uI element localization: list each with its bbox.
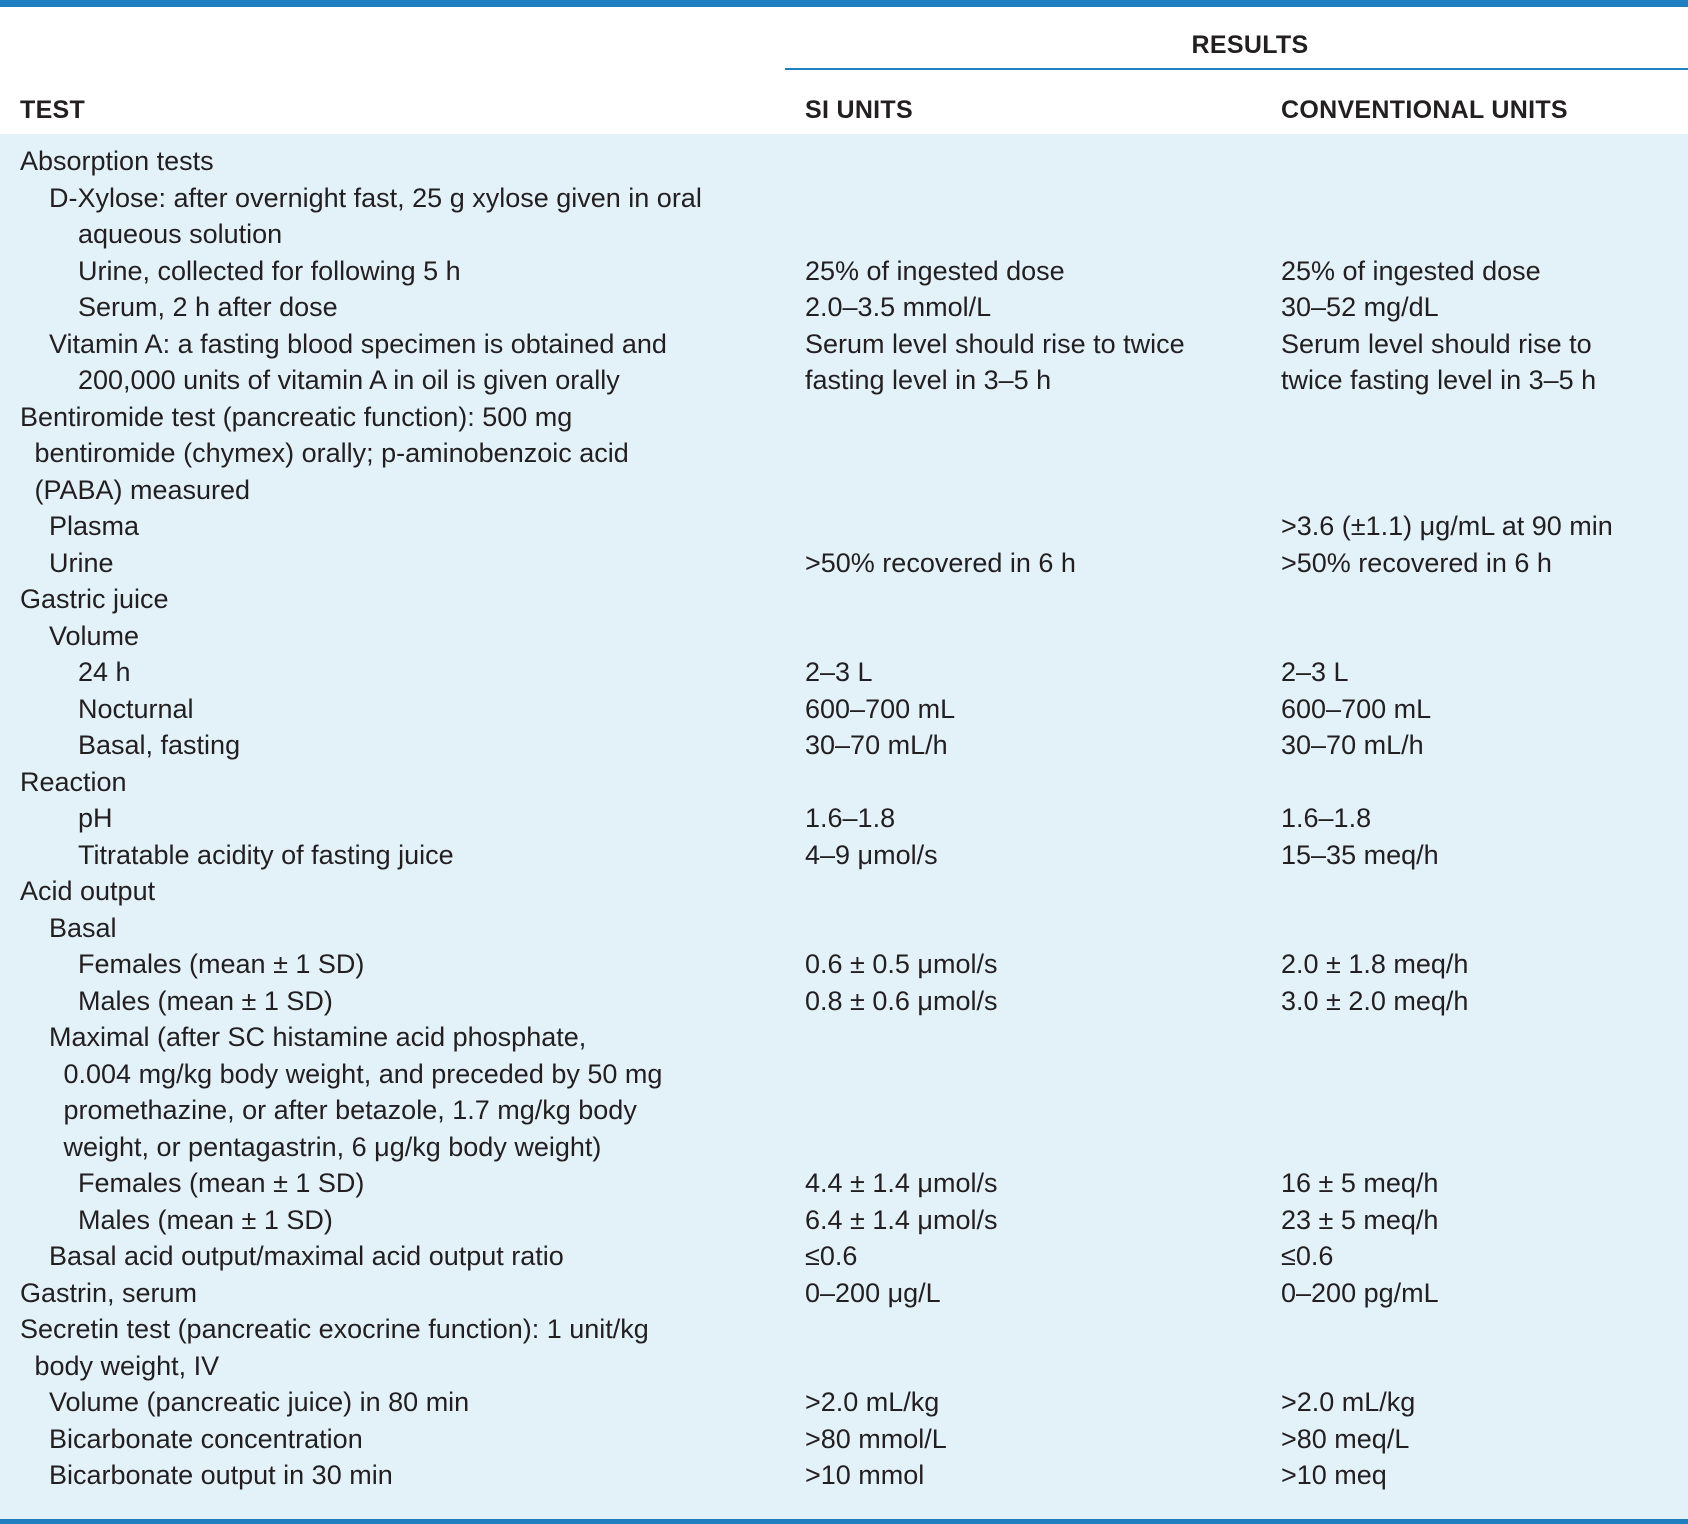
test-cell: Nocturnal	[78, 693, 194, 724]
conventional-units-cell: 3.0 ± 2.0 meq/h	[1281, 985, 1469, 1016]
table-row	[0, 362, 1688, 399]
table-row	[0, 289, 1688, 326]
test-cell: D-Xylose: after overnight fast, 25 g xylose given in oral	[49, 182, 702, 213]
test-cell: Serum, 2 h after dose	[78, 292, 338, 322]
test-cell: Plasma	[49, 511, 140, 541]
conventional-units-cell: twice fasting level in 3–5 h	[1281, 365, 1597, 395]
test-cell: 0.004 mg/kg body weight, and preceded by 50 mg	[63, 1058, 663, 1089]
table-row	[0, 764, 1688, 801]
test-cell: Males (mean ± 1 SD)	[78, 1204, 333, 1235]
conventional-units-cell: >80 meq/L	[1281, 1423, 1410, 1454]
test-cell: Bicarbonate output in 30 min	[49, 1460, 393, 1490]
test-cell: Volume	[49, 620, 140, 651]
conventional-units-cell: 2–3 L	[1281, 657, 1349, 687]
test-cell: body weight, IV	[34, 1350, 220, 1381]
test-cell: bentiromide (chymex) orally; p-aminobenzoic acid	[34, 438, 629, 468]
test-cell: Secretin test (pancreatic exocrine function): 1 unit/kg	[20, 1314, 649, 1344]
test-cell: 24 h	[78, 657, 131, 687]
conventional-units-cell: 30–70 mL/h	[1281, 730, 1424, 760]
conventional-units-cell: >3.6 (±1.1) μg/mL at 90 min	[1281, 511, 1613, 541]
si-units-cell: 6.4 ± 1.4 μmol/s	[805, 1204, 998, 1235]
test-cell: Absorption tests	[20, 146, 214, 176]
table-row	[0, 727, 1688, 764]
si-units-cell: 1.6–1.8	[805, 803, 896, 833]
conventional-units-cell: 2.0 ± 1.8 meq/h	[1281, 949, 1469, 979]
test-cell: Bicarbonate concentration	[49, 1423, 363, 1454]
test-cell: Females (mean ± 1 SD)	[78, 1168, 365, 1198]
si-units-cell: >2.0 mL/kg	[805, 1387, 940, 1417]
table-row	[0, 1202, 1688, 1239]
table-row	[0, 399, 1688, 436]
table-row	[0, 508, 1688, 545]
si-units-cell: >80 mmol/L	[805, 1423, 947, 1454]
conventional-units-cell: >2.0 mL/kg	[1281, 1387, 1416, 1417]
table-row	[0, 1348, 1688, 1385]
conventional-units-cell: 30–52 mg/dL	[1281, 292, 1439, 322]
conventional-units-cell: Serum level should rise to	[1281, 328, 1592, 359]
conventional-units-cell: >50% recovered in 6 h	[1281, 547, 1552, 578]
si-units-cell: 0.6 ± 0.5 μmol/s	[805, 949, 998, 979]
table-row	[0, 983, 1688, 1020]
si-units-cell: fasting level in 3–5 h	[805, 365, 1052, 395]
table-row	[0, 618, 1688, 655]
table-row	[0, 1384, 1688, 1421]
test-cell: Gastrin, serum	[20, 1277, 198, 1308]
test-cell: Acid output	[20, 876, 156, 906]
table-row	[0, 654, 1688, 691]
si-units-cell: >50% recovered in 6 h	[805, 547, 1076, 578]
conventional-units-cell: 15–35 meq/h	[1281, 839, 1439, 870]
test-cell: aqueous solution	[78, 219, 283, 249]
table-header	[0, 7, 1688, 134]
table-row	[0, 1311, 1688, 1348]
si-units-cell: 600–700 mL	[805, 693, 956, 724]
table-row	[0, 1275, 1688, 1312]
test-cell: (PABA) measured	[34, 474, 251, 505]
test-cell: Vitamin A: a fasting blood specimen is obtained and	[49, 328, 667, 359]
si-units-cell: 4–9 μmol/s	[805, 839, 938, 870]
conventional-units-cell: ≤0.6	[1281, 1241, 1334, 1271]
conventional-units-cell: 600–700 mL	[1281, 693, 1432, 724]
test-cell: 200,000 units of vitamin A in oil is given orally	[78, 365, 620, 395]
test-cell: pH	[78, 803, 113, 833]
table-row	[0, 326, 1688, 363]
conventional-units-cell: 1.6–1.8	[1281, 803, 1372, 833]
table-row	[0, 143, 1688, 180]
conventional-units-cell: >10 meq	[1281, 1460, 1387, 1490]
si-units-cell: ≤0.6	[805, 1241, 858, 1271]
results-heading: RESULTS	[1191, 31, 1309, 59]
test-cell: Basal, fasting	[78, 730, 241, 760]
si-units-cell: Serum level should rise to twice	[805, 328, 1185, 359]
test-cell: Maximal (after SC histamine acid phosphate,	[49, 1022, 587, 1052]
table-row	[0, 472, 1688, 509]
table-row	[0, 910, 1688, 947]
table-row	[0, 837, 1688, 874]
si-units-cell: 25% of ingested dose	[805, 255, 1065, 286]
table-row	[0, 1238, 1688, 1275]
test-cell: weight, or pentagastrin, 6 μg/kg body weight)	[63, 1131, 602, 1162]
test-cell: Gastric juice	[20, 584, 169, 614]
conventional-units-cell: 23 ± 5 meq/h	[1281, 1204, 1439, 1235]
si-units-cell: 4.4 ± 1.4 μmol/s	[805, 1168, 998, 1198]
table-row	[0, 800, 1688, 837]
table-row	[0, 1092, 1688, 1129]
column-header-test: TEST	[20, 96, 86, 124]
results-rule	[785, 68, 1688, 70]
table-row	[0, 946, 1688, 983]
top-rule	[0, 0, 1688, 7]
table-rows	[0, 143, 1688, 1494]
table-row	[0, 1457, 1688, 1494]
test-cell: Males (mean ± 1 SD)	[78, 985, 333, 1016]
si-units-cell: 0.8 ± 0.6 μmol/s	[805, 985, 998, 1016]
table-body	[0, 134, 1688, 1522]
conventional-units-cell: 16 ± 5 meq/h	[1281, 1168, 1439, 1198]
column-header-si-units: SI UNITS	[805, 96, 913, 124]
conventional-units-cell: 0–200 pg/mL	[1281, 1277, 1439, 1308]
table-row	[0, 1056, 1688, 1093]
test-cell: promethazine, or after betazole, 1.7 mg/kg body	[63, 1095, 637, 1125]
table-row	[0, 435, 1688, 472]
si-units-cell: 30–70 mL/h	[805, 730, 948, 760]
test-cell: Titratable acidity of fasting juice	[78, 839, 454, 870]
test-cell: Volume (pancreatic juice) in 80 min	[49, 1387, 470, 1417]
si-units-cell: 0–200 μg/L	[805, 1277, 941, 1308]
test-cell: Females (mean ± 1 SD)	[78, 949, 365, 979]
conventional-units-cell: 25% of ingested dose	[1281, 255, 1541, 286]
table-row	[0, 873, 1688, 910]
table-row	[0, 1129, 1688, 1166]
test-cell: Bentiromide test (pancreatic function): 500 mg	[20, 401, 573, 432]
test-cell: Urine	[49, 547, 114, 578]
bottom-rule	[0, 1519, 1688, 1524]
si-units-cell: 2–3 L	[805, 657, 873, 687]
test-cell: Basal	[49, 912, 117, 943]
table-row	[0, 216, 1688, 253]
table-row	[0, 253, 1688, 290]
table-row	[0, 581, 1688, 618]
table-row	[0, 545, 1688, 582]
si-units-cell: 2.0–3.5 mmol/L	[805, 292, 992, 322]
table-row	[0, 1019, 1688, 1056]
test-cell: Reaction	[20, 766, 127, 797]
table-row	[0, 1421, 1688, 1458]
table-row	[0, 180, 1688, 217]
table-row	[0, 691, 1688, 728]
table-row	[0, 1165, 1688, 1202]
si-units-cell: >10 mmol	[805, 1460, 925, 1490]
column-header-conventional-units: CONVENTIONAL UNITS	[1281, 96, 1568, 124]
test-cell: Urine, collected for following 5 h	[78, 255, 461, 286]
test-cell: Basal acid output/maximal acid output ratio	[49, 1241, 564, 1271]
